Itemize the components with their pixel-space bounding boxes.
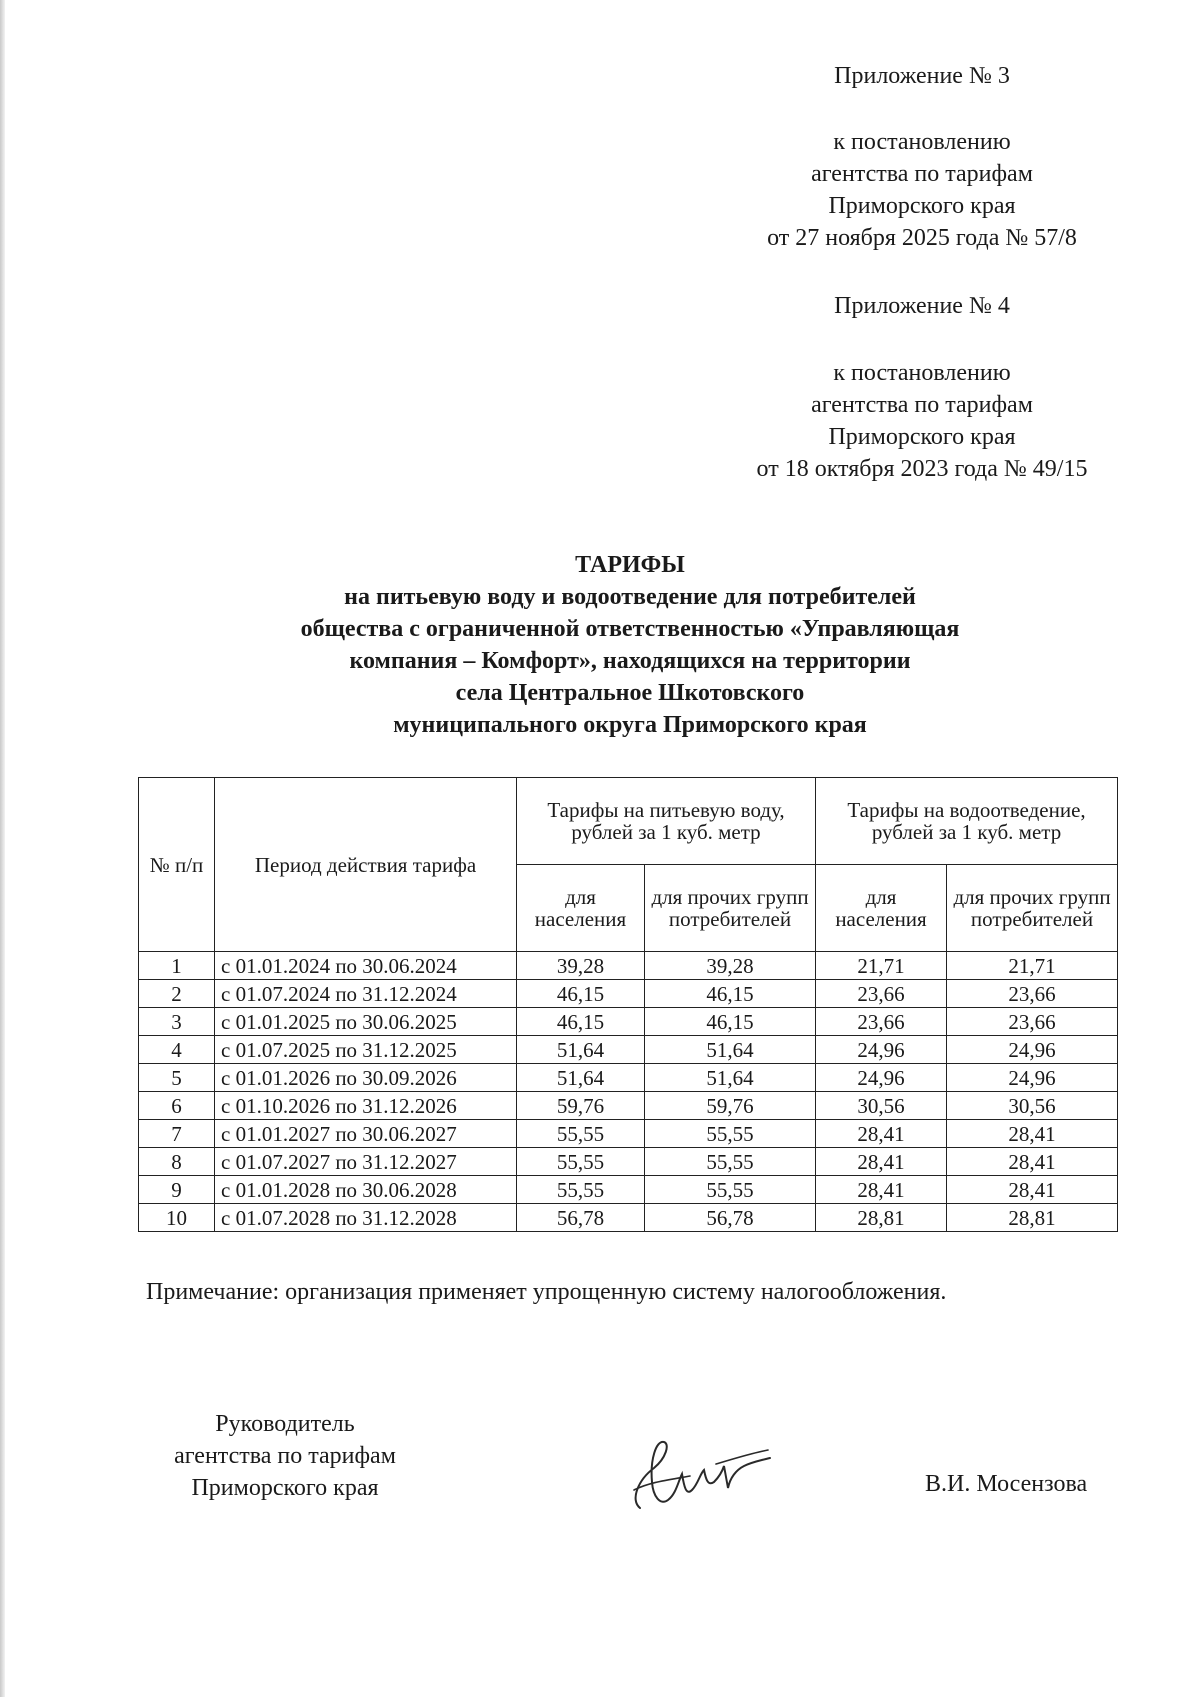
appendix-4-line: агентства по тарифам (811, 392, 1033, 418)
cell-water-others: 51,64 (645, 1064, 816, 1092)
cell-water-population: 46,15 (517, 980, 645, 1008)
cell-num: 7 (139, 1120, 215, 1148)
cell-num: 6 (139, 1092, 215, 1120)
signer-title-line: Руководитель (215, 1411, 355, 1437)
signer-title-line: Приморского края (191, 1475, 379, 1501)
cell-period: с 01.07.2024 по 31.12.2024 (215, 980, 517, 1008)
table-row (139, 1064, 1118, 1092)
cell-water-population: 55,55 (517, 1176, 645, 1204)
cell-sewer-population: 28,41 (816, 1120, 947, 1148)
appendix-3-line: к постановлению (833, 129, 1011, 155)
cell-sewer-others: 28,41 (947, 1120, 1118, 1148)
cell-period: с 01.01.2025 по 30.06.2025 (215, 1008, 517, 1036)
cell-sewer-population: 21,71 (816, 952, 947, 980)
header-sewer-others: для прочих групп потребителей (947, 865, 1118, 952)
table-row (139, 1008, 1118, 1036)
scan-edge (0, 0, 5, 1697)
cell-sewer-population: 23,66 (816, 980, 947, 1008)
table-row (139, 1092, 1118, 1120)
cell-water-population: 56,78 (517, 1204, 645, 1232)
header-water-others: для прочих групп потребителей (645, 865, 816, 952)
appendix-3-block (722, 60, 1122, 92)
table-row (139, 952, 1118, 980)
cell-period: с 01.01.2026 по 30.09.2026 (215, 1064, 517, 1092)
cell-water-others: 56,78 (645, 1204, 816, 1232)
appendix-4-date: от 18 октября 2023 года № 49/15 (756, 456, 1088, 482)
cell-period: с 01.07.2025 по 31.12.2025 (215, 1036, 517, 1064)
appendix-4-line: к постановлению (833, 360, 1011, 386)
cell-sewer-population: 23,66 (816, 1008, 947, 1036)
table-row (139, 1204, 1118, 1232)
signer-title-line: агентства по тарифам (174, 1443, 396, 1469)
title-line: на питьевую воду и водоотведение для потребителей (344, 584, 916, 610)
cell-num: 9 (139, 1176, 215, 1204)
appendix-3-line: агентства по тарифам (811, 161, 1033, 187)
table-row (139, 980, 1118, 1008)
title-line: муниципального округа Приморского края (393, 712, 867, 738)
cell-sewer-others: 30,56 (947, 1092, 1118, 1120)
handwritten-signature (620, 1430, 780, 1520)
cell-water-others: 55,55 (645, 1148, 816, 1176)
cell-water-others: 51,64 (645, 1036, 816, 1064)
cell-sewer-others: 24,96 (947, 1036, 1118, 1064)
cell-water-others: 59,76 (645, 1092, 816, 1120)
cell-water-population: 55,55 (517, 1120, 645, 1148)
cell-period: с 01.01.2028 по 30.06.2028 (215, 1176, 517, 1204)
appendix-4-heading: Приложение № 4 (834, 293, 1010, 319)
header-period: Период действия тарифа (215, 778, 517, 952)
cell-water-others: 46,15 (645, 980, 816, 1008)
cell-num: 1 (139, 952, 215, 980)
appendix-4-reference (722, 357, 1122, 485)
cell-sewer-others: 21,71 (947, 952, 1118, 980)
table-row (139, 1120, 1118, 1148)
tax-note: Примечание: организация применяет упрощенную систему налогообложения. (146, 1279, 947, 1305)
header-water-population: для населения (517, 865, 645, 952)
header-sewer-population: для населения (816, 865, 947, 952)
tariff-table (138, 777, 1118, 1232)
header-water: Тарифы на питьевую воду, рублей за 1 куб. метр (517, 778, 816, 865)
cell-period: с 01.07.2028 по 31.12.2028 (215, 1204, 517, 1232)
cell-num: 10 (139, 1204, 215, 1232)
title-line: общества с ограниченной ответственностью «Управляющая (300, 616, 960, 642)
appendix-3-heading: Приложение № 3 (834, 63, 1010, 89)
cell-num: 5 (139, 1064, 215, 1092)
cell-sewer-others: 28,41 (947, 1148, 1118, 1176)
table-row (139, 1036, 1118, 1064)
cell-sewer-others: 24,96 (947, 1064, 1118, 1092)
cell-sewer-others: 23,66 (947, 1008, 1118, 1036)
appendix-3-line: Приморского края (828, 193, 1016, 219)
appendix-3-reference (722, 126, 1122, 254)
cell-water-others: 46,15 (645, 1008, 816, 1036)
cell-water-population: 51,64 (517, 1036, 645, 1064)
cell-water-population: 55,55 (517, 1148, 645, 1176)
signer-name: В.И. Мосензова (925, 1471, 1088, 1497)
cell-sewer-population: 24,96 (816, 1064, 947, 1092)
cell-sewer-others: 28,41 (947, 1176, 1118, 1204)
title-main: ТАРИФЫ (575, 552, 685, 578)
cell-water-population: 51,64 (517, 1064, 645, 1092)
cell-water-population: 39,28 (517, 952, 645, 980)
cell-sewer-population: 28,41 (816, 1148, 947, 1176)
appendix-4-line: Приморского края (828, 424, 1016, 450)
header-num: № п/п (139, 778, 215, 952)
cell-water-population: 46,15 (517, 1008, 645, 1036)
cell-num: 4 (139, 1036, 215, 1064)
cell-num: 8 (139, 1148, 215, 1176)
cell-period: с 01.01.2024 по 30.06.2024 (215, 952, 517, 980)
cell-sewer-population: 24,96 (816, 1036, 947, 1064)
appendix-4-block (722, 290, 1122, 322)
cell-num: 3 (139, 1008, 215, 1036)
cell-water-population: 59,76 (517, 1092, 645, 1120)
title-line: компания – Комфорт», находящихся на территории (349, 648, 911, 674)
title-line: села Центральное Шкотовского (455, 680, 805, 706)
table-header-row (139, 778, 1118, 865)
cell-period: с 01.10.2026 по 31.12.2026 (215, 1092, 517, 1120)
cell-num: 2 (139, 980, 215, 1008)
header-sewer: Тарифы на водоотведение, рублей за 1 куб. метр (816, 778, 1118, 865)
signer-title (140, 1408, 430, 1504)
cell-period: с 01.01.2027 по 30.06.2027 (215, 1120, 517, 1148)
cell-sewer-others: 23,66 (947, 980, 1118, 1008)
tariff-table-body (139, 952, 1118, 1232)
cell-sewer-others: 28,81 (947, 1204, 1118, 1232)
document-title (180, 549, 1080, 741)
appendix-3-date: от 27 ноября 2025 года № 57/8 (767, 225, 1077, 251)
table-row (139, 1176, 1118, 1204)
cell-water-others: 39,28 (645, 952, 816, 980)
table-row (139, 1148, 1118, 1176)
cell-water-others: 55,55 (645, 1176, 816, 1204)
cell-period: с 01.07.2027 по 31.12.2027 (215, 1148, 517, 1176)
cell-sewer-population: 30,56 (816, 1092, 947, 1120)
cell-sewer-population: 28,81 (816, 1204, 947, 1232)
cell-sewer-population: 28,41 (816, 1176, 947, 1204)
cell-water-others: 55,55 (645, 1120, 816, 1148)
